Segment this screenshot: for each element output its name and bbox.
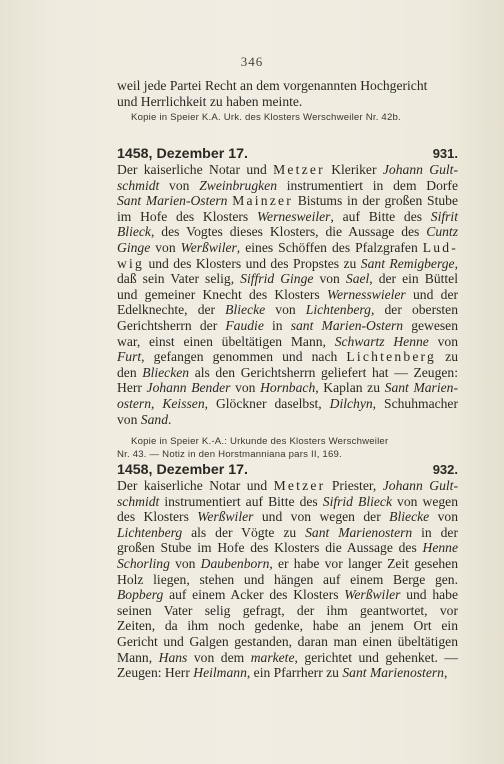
text-run: , er habe vor langer Zeit gesehen	[269, 555, 458, 571]
entry-note-line: Nr. 43. — Notiz in den Horstmanniana pars II, 169.	[117, 448, 342, 460]
text-run: in	[263, 317, 291, 333]
body-line	[117, 396, 458, 412]
text-run: zu	[436, 349, 458, 365]
page-number: 346	[240, 54, 264, 69]
body-line	[117, 209, 458, 225]
text-run: , der ein Büttel	[369, 271, 458, 287]
italic-name: sant Marien-Ostern	[290, 317, 404, 333]
text-run: Kleriker	[324, 162, 383, 177]
spaced-name: Metzer	[273, 162, 325, 177]
text-run: ,	[443, 665, 448, 681]
text-run: Mann,	[117, 649, 159, 665]
text-run: Der kaiserliche Notar und	[117, 478, 274, 493]
italic-name: markete	[250, 649, 295, 665]
italic-name: Bopberg	[117, 587, 164, 603]
text-run: Gerichtsherrn der	[117, 317, 226, 333]
text-run: Der kaiserliche Notar und	[117, 162, 274, 177]
italic-name: schmidt	[117, 493, 160, 509]
body-line	[117, 540, 458, 556]
body-line	[117, 412, 458, 428]
text-run: als den Gerichtsherrn geliefert hat — Zeugen:	[189, 364, 458, 380]
italic-name: Ginge	[117, 239, 151, 255]
italic-name: schmidt	[117, 177, 160, 193]
body-line	[117, 162, 458, 178]
italic-name: Sifrid Blieck	[322, 493, 392, 509]
italic-name: Keissen	[162, 395, 205, 411]
body-line	[117, 224, 458, 240]
intro-line: und Herrlichkeit zu haben meinte.	[117, 93, 303, 109]
text-run: , Schuhmacher	[372, 395, 458, 411]
entry-header	[117, 146, 458, 162]
text-run: war, einst einen übeltätigen Mann,	[117, 333, 335, 349]
spaced-name: wig	[117, 255, 144, 271]
entry-body	[117, 162, 458, 427]
italic-name: Siffrid Ginge	[240, 271, 314, 287]
italic-name: Johann Gult-	[382, 478, 458, 493]
entry-header	[117, 462, 458, 478]
italic-name: Sant Marien-	[384, 380, 458, 396]
italic-name: Johann Gult-	[382, 162, 458, 177]
text-run: von	[117, 411, 141, 427]
intro-block	[117, 78, 458, 125]
text-run: , Kaplan zu	[315, 380, 385, 396]
text-run: von	[429, 509, 458, 525]
text-run: , gerichtet und gehenket. —	[294, 649, 458, 665]
text-run: und der	[405, 286, 458, 302]
body-line	[117, 380, 458, 396]
italic-name: Sant Marienostern	[305, 524, 413, 540]
intro-source-note: Kopie in Speier K.A. Urk. des Klosters Werschweiler Nr. 42b.	[131, 112, 401, 124]
italic-name: Lichtenberg	[305, 302, 371, 318]
italic-name: Bliecke	[389, 509, 430, 525]
italic-name: Sifrit	[430, 208, 458, 224]
body-line	[117, 525, 458, 541]
body-line	[117, 509, 458, 525]
italic-name: Werßwiler	[180, 239, 237, 255]
italic-name: Bliecke	[225, 302, 266, 318]
body-line	[117, 478, 458, 494]
text-run: im Hofe des Klosters	[117, 208, 257, 224]
body-line	[117, 334, 458, 350]
text-run: instrumentiert in dem Dorfe	[277, 177, 458, 193]
entry-notes	[117, 436, 458, 461]
body-line	[117, 193, 458, 209]
italic-name: Cuntz	[426, 224, 458, 240]
italic-name: Wernesswieler	[326, 286, 406, 302]
text-run: Zeiten, da ihm noch gedenke, habe an jenem Ort ein	[117, 618, 458, 634]
body-line	[117, 556, 458, 572]
italic-name: Johann Bender	[146, 380, 231, 396]
body-line	[117, 178, 458, 194]
italic-name: Henne	[422, 540, 458, 556]
italic-name: Dilchyn	[329, 395, 373, 411]
body-line	[117, 587, 458, 603]
italic-name: Blieck	[117, 224, 151, 240]
text-run: , Glöckner daselbst,	[204, 395, 330, 411]
body-line	[117, 618, 458, 634]
italic-name: Lichtenberg	[117, 524, 183, 540]
text-run: von	[230, 380, 261, 396]
italic-name: Wernesweiler	[256, 208, 331, 224]
body-line	[117, 572, 458, 588]
italic-name: Werßwiler	[197, 509, 254, 525]
italic-name: Schwartz Henne	[334, 333, 429, 349]
text-run: instrumentiert auf Bitte des	[159, 493, 323, 509]
body-line	[117, 365, 458, 381]
body-line	[117, 494, 458, 510]
text-run: von dem	[187, 649, 251, 665]
text-run: auf einem Acker des Klosters	[163, 587, 345, 603]
entry-number: 932.	[432, 462, 458, 477]
text-run: Bistums in der großen Stube	[292, 193, 458, 209]
intro-text	[117, 78, 458, 109]
spaced-name: Lichtenberg	[346, 349, 437, 365]
body-line	[117, 271, 458, 287]
text-run: gewesen	[403, 317, 458, 333]
spaced-name: Mainzer	[232, 193, 293, 209]
text-run: des Klosters	[117, 509, 198, 525]
text-run: seinen Vater selig gefragt, der ihm geantwortet, vor	[117, 602, 458, 618]
body-line	[117, 287, 458, 303]
text-run: .	[167, 411, 172, 427]
entry-number: 931.	[432, 146, 458, 161]
body-line	[117, 349, 458, 365]
entry-body	[117, 478, 458, 681]
italic-name: Werßwiler	[344, 587, 401, 603]
text-run: den	[117, 364, 143, 380]
entry-date: 1458, Dezember 17.	[117, 146, 248, 162]
text-run: ,	[454, 255, 458, 271]
italic-name: Daubenborn	[200, 555, 270, 571]
text-run: , der obersten	[370, 302, 459, 318]
text-run: von	[169, 555, 201, 571]
italic-name: Sant Marienostern	[342, 665, 444, 681]
italic-name: Sael	[345, 271, 370, 287]
text-run: Gericht und Galgen gestanden, daran man einen übeltätigen	[117, 633, 458, 649]
body-line	[117, 603, 458, 619]
text-run: , des Vogtes dieses Klosters, die Aussage des	[150, 224, 427, 240]
text-run: , auf Bitte des	[330, 208, 431, 224]
text-run: , gefangen genommen und nach	[141, 349, 347, 365]
body-line	[117, 634, 458, 650]
text-run: von	[150, 239, 181, 255]
intro-line: weil jede Partei Recht an dem vorgenannten Hochgericht	[117, 78, 428, 93]
text-run: und von wegen der	[253, 509, 390, 525]
italic-name: ostern	[117, 395, 151, 411]
italic-name: Zweinbrugken	[199, 177, 277, 193]
text-run: Zeugen: Herr	[117, 665, 194, 681]
text-run: und gemeiner Knecht des Klosters	[117, 286, 327, 302]
entry-932	[117, 462, 458, 681]
body-line	[117, 318, 458, 334]
text-run: , ein Pfarrherr zu	[246, 665, 343, 681]
text-run: und des Klosters und des Propstes zu	[144, 255, 361, 271]
italic-name: Faudie	[225, 317, 264, 333]
entry-note-line: Kopie in Speier K.-A.: Urkunde des Klosters Werschweiler	[131, 436, 389, 448]
text-run: von	[159, 177, 200, 193]
italic-name: Hornbach	[260, 380, 316, 396]
italic-name: Sant Marien-Ostern	[117, 193, 228, 209]
body-line	[117, 650, 458, 666]
text-run: von wegen	[392, 493, 458, 509]
italic-name: Schorling	[117, 555, 170, 571]
text-run: als der Vögte zu	[182, 524, 306, 540]
italic-name: Sant Remigberge	[360, 255, 455, 271]
text-run: von	[313, 271, 346, 287]
text-run: in der	[412, 524, 458, 540]
entry-date: 1458, Dezember 17.	[117, 462, 248, 478]
italic-name: Sand	[140, 411, 168, 427]
text-run: Edelknechte, der	[117, 302, 226, 318]
text-run: ,	[150, 395, 163, 411]
text-run: Holz liegen, stehen und hängen auf einem Berge gen.	[117, 571, 458, 587]
body-line	[117, 256, 458, 272]
text-run: daß sein Vater selig,	[117, 271, 241, 287]
spaced-name: Metzer	[273, 478, 326, 493]
italic-name: Heilmann	[193, 665, 247, 681]
italic-name: Bliecken	[142, 364, 190, 380]
entry-931	[117, 146, 458, 461]
text-run: Priester,	[325, 478, 383, 493]
text-run: Herr	[117, 380, 147, 396]
body-line	[117, 240, 458, 256]
text-run: und habe	[400, 587, 458, 603]
italic-name: Furt	[117, 349, 142, 365]
text-run: von	[265, 302, 306, 318]
text-run: , eines Schöffen des Pfalzgrafen	[236, 239, 423, 255]
text-run: von	[428, 333, 458, 349]
text-run: großen Stube im Hofe des Klosters die Aussage des	[117, 540, 423, 556]
italic-name: Hans	[158, 649, 188, 665]
body-line	[117, 302, 458, 318]
body-line	[117, 665, 458, 681]
spaced-name: Lud-	[422, 239, 459, 255]
